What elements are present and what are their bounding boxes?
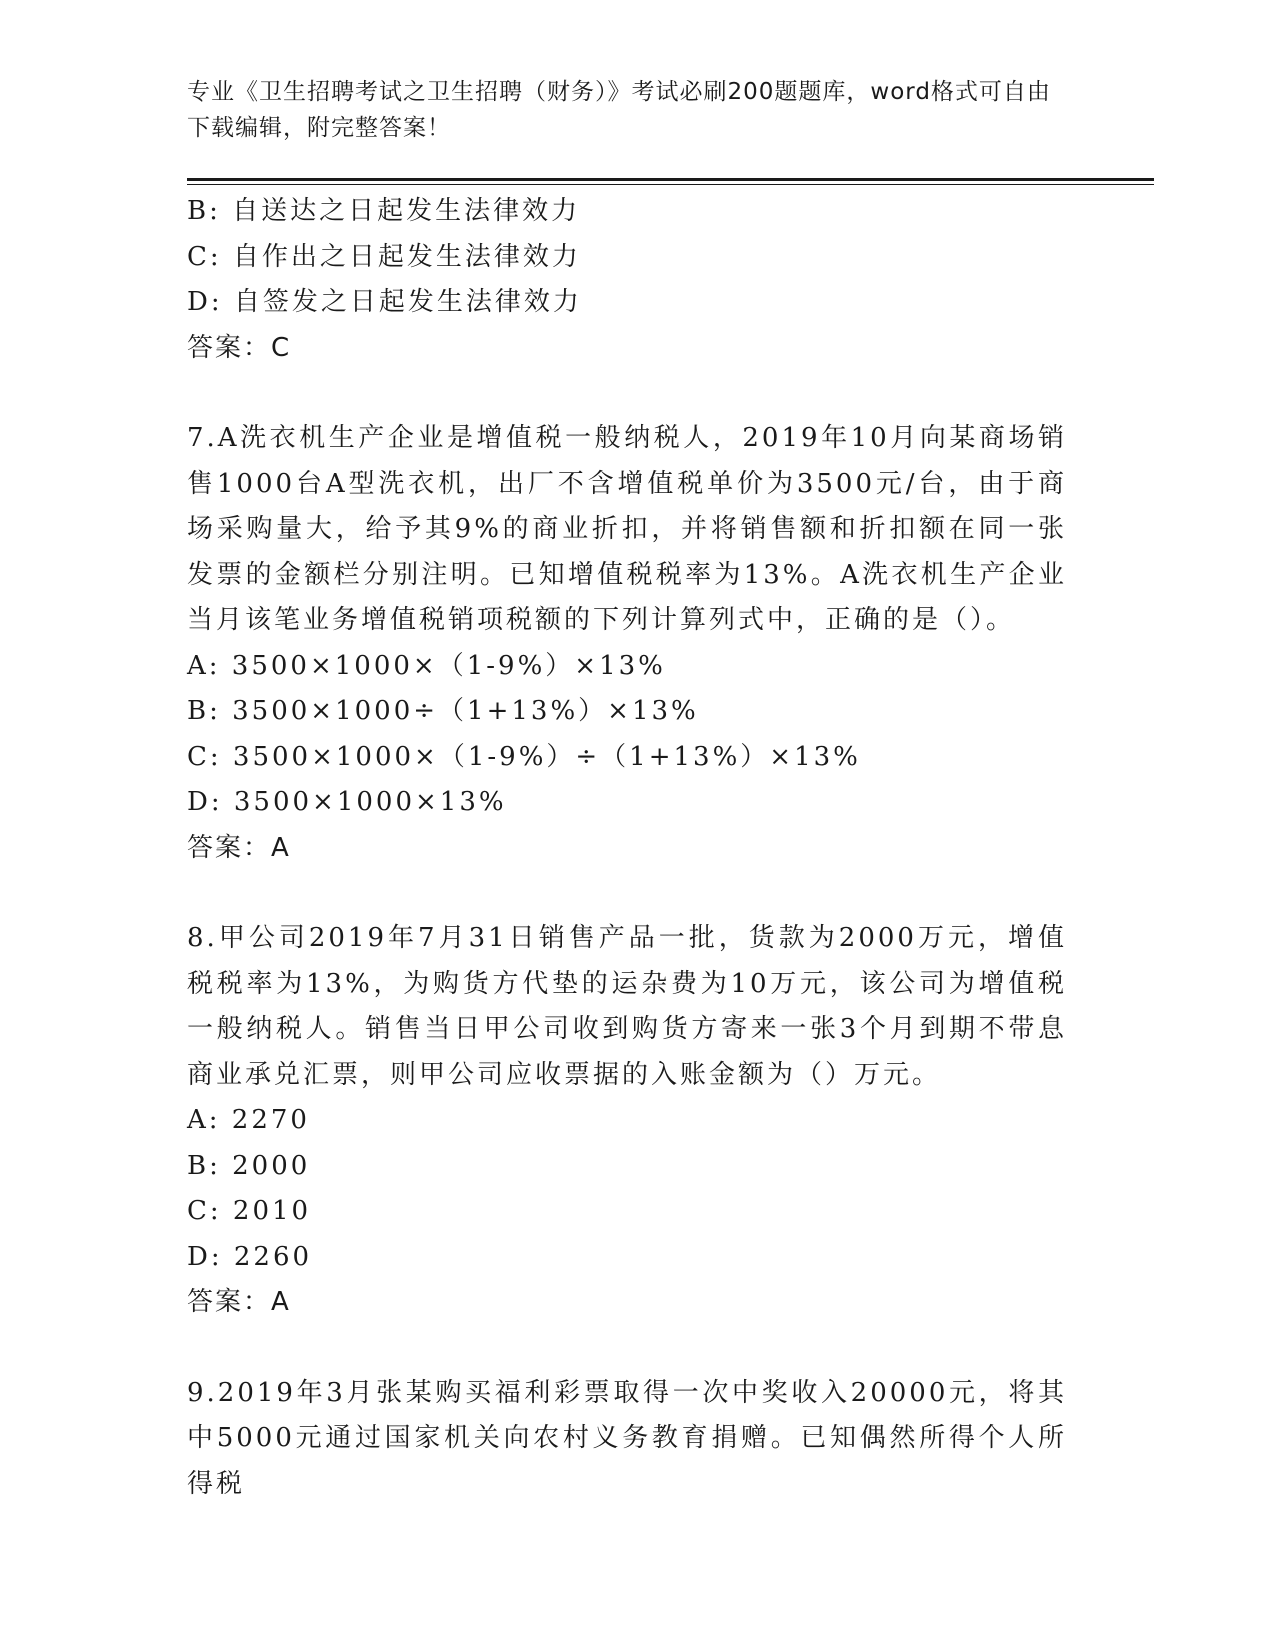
question-9-block [187,1371,1067,1508]
question-8-block [187,916,1067,1326]
option-c: C: 2010 [187,1196,312,1226]
header-divider-thin [187,184,1154,185]
question-content [187,189,1067,1507]
option-b: B: 2000 [187,1150,311,1181]
question-7-block [187,416,1067,871]
answer-label: 答案：A [187,832,291,863]
option-a: A: 3500×1000×（1-9%）×13% [187,650,666,681]
option-c: C: 3500×1000×（1-9%）÷（1+13%）×13% [187,741,861,772]
answer-label: 答案：C [187,332,292,363]
block-spacer [187,871,1067,916]
question-stem: 7.A洗衣机生产企业是增值税一般纳税人，2019年10月向某商场销售1000台A型洗衣机，出厂不含增值税单价为3500元/台，由于商场采购量大，给予其9%的商业折扣，并将销售额和折扣额在同一张发票的金额栏分别注明。已知增值税税率为13%。A洗衣机生产企业当月该笔业务增值税销项税额的下列计算列式中，正确的是（）。 [187,423,1067,635]
block-spacer [187,1326,1067,1371]
document-header: 专业《卫生招聘考试之卫生招聘（财务）》考试必刷200题题库，word格式可自由下载编辑，附完整答案！ [187,79,1051,141]
question-6-block [187,189,1067,371]
option-d: D: 自签发之日起发生法律效力 [187,287,582,317]
option-d: D: 2260 [187,1241,313,1272]
option-d: D: 3500×1000×13% [187,787,507,817]
block-spacer [187,371,1067,416]
option-b: B: 自送达之日起发生法律效力 [187,196,581,226]
option-a: A: 2270 [187,1105,310,1135]
option-c: C: 自作出之日起发生法律效力 [187,241,581,272]
header-divider-thick [187,178,1154,181]
answer-label: 答案：A [187,1287,291,1317]
question-stem: 8.甲公司2019年7月31日销售产品一批，货款为2000万元，增值税税率为13%，为购货方代垫的运杂费为10万元，该公司为增值税一般纳税人。销售当日甲公司收到购货方寄来一张3个月到期不带息商业承兑汇票，则甲公司应收票据的入账金额为（）万元。 [187,923,1067,1090]
option-b: B: 3500×1000÷（1+13%）×13% [187,696,699,726]
question-stem: 9.2019年3月张某购买福利彩票取得一次中奖收入20000元，将其中5000元通过国家机关向农村义务教育捐赠。已知偶然所得个人所得税 [187,1377,1067,1499]
